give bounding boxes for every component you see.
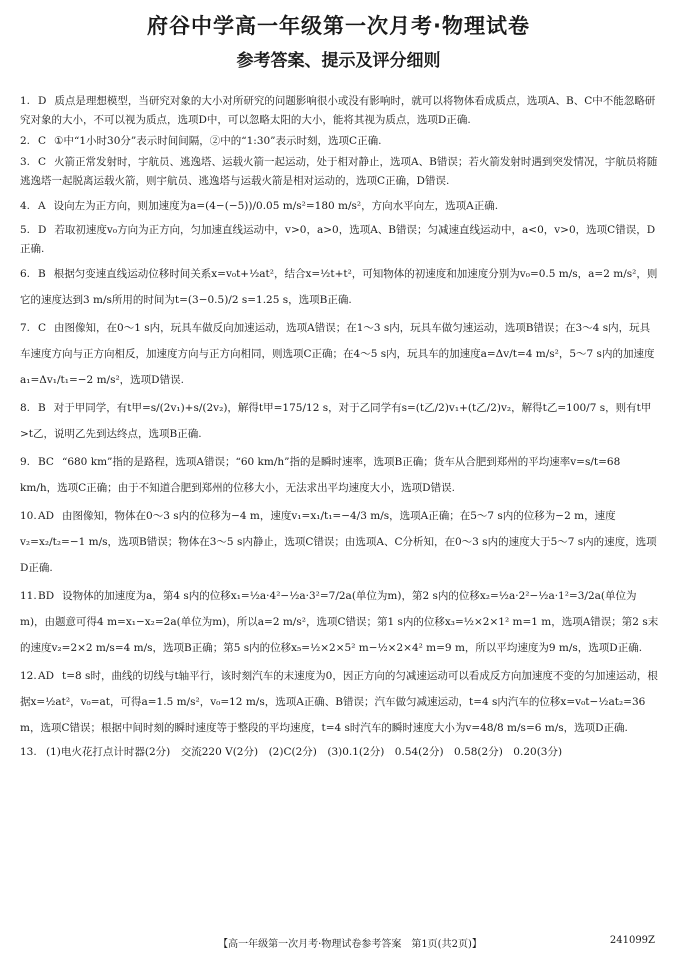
answer-item-7 [20, 315, 660, 393]
item-number: 2. [20, 135, 31, 147]
footer-code: 241099Z [609, 935, 655, 946]
item-answer: AD [38, 670, 55, 682]
item-number: 4. [20, 200, 31, 212]
item-number: 3. [20, 156, 31, 168]
item-answer: AD [38, 510, 55, 522]
item-number: 6. [20, 268, 31, 280]
item-answer: B [38, 402, 46, 414]
item-explanation: (1)电火花打点计时器(2分) 交流220 V(2分) (2)C(2分) (3)0.1(2分) 0.54(2分) 0.58(2分) 0.20(3分) [46, 746, 563, 758]
item-explanation: 根据匀变速直线运动位移时间关系x=v₀t+½at²，结合x=½t+t²，可知物体的初速度和加速度分别为v₀=0.5 m/s，a=2 m/s²，则它的速度达到3 m/s所用的时间为t=(3−0.5)/2 s=1.25 s，选项B正确. [20, 268, 658, 306]
item-number: 11. [20, 590, 37, 602]
item-explanation: 质点是理想模型，当研究对象的大小对所研究的问题影响很小或没有影响时，就可以将物体看成质点，选项A、B、C中不能忽略研究对象的大小，不可以视为质点，选项D中，可以忽略太阳的大小，能将其视为质点，选项D正确. [20, 95, 656, 126]
answer-item-9 [20, 449, 660, 501]
page-title: 府谷中学高一年级第一次月考·物理试卷 [147, 14, 530, 38]
item-explanation: 对于甲同学，有t甲=s/(2v₁)+s/(2v₂)，解得t甲=175/12 s，对于乙同学有s=(t乙/2)v₁+(t乙/2)v₂，解得t乙=100/7 s，则有t甲>t乙，说明乙先到达终点，选项B正确. [20, 402, 652, 440]
page-subtitle: 参考答案、提示及评分细则 [236, 51, 441, 71]
item-answer: BD [38, 590, 55, 602]
item-explanation: 设向左为正方向，则加速度为a=(4−(−5))/0.05 m/s²=180 m/s²，方向水平向左，选项A正确. [53, 200, 499, 212]
answer-item-10 [20, 503, 660, 581]
item-answer: C [38, 322, 47, 334]
answer-item-13 [20, 743, 660, 762]
item-explanation: ①中“1小时30分”表示时间间隔，②中的“1:30”表示时刻，选项C正确. [54, 135, 382, 147]
answer-item-1 [20, 92, 660, 130]
item-answer: D [38, 95, 47, 107]
item-explanation: “680 km”指的是路程，选项A错误；“60 km/h”指的是瞬时速率，选项B正确；货车从合肥到郑州的平均速率v=s/t=68 km/h，选项C正确；由于不知道合肥到郑州的位移大小，无法求出平均速度大小，选项D错误. [20, 456, 621, 494]
footer-page-info: 【高一年级第一次月考·物理试卷参考答案 第1页(共2页)】 [218, 939, 482, 950]
item-number: 12. [20, 670, 37, 682]
item-number: 13. [20, 746, 37, 758]
answer-item-5 [20, 221, 660, 259]
answer-item-3 [20, 153, 660, 191]
answer-item-4 [20, 193, 660, 219]
item-explanation: 由图像知，物体在0～3 s内的位移为−4 m，速度v₁=x₁/t₁=−4/3 m/s，选项A正确；在5～7 s内的位移为−2 m，速度v₂=x₂/t₂=−1 m/s，选项B错误；物体在3～5 s内静止，选项C错误；由选项A、C分析知，在0～3 s内的速度大于5～7 s内的速度，选项D正确. [20, 510, 657, 574]
item-number: 8. [20, 402, 31, 414]
answer-list [20, 92, 660, 764]
item-answer: C [38, 156, 47, 168]
item-explanation: 火箭正常发射时，宇航员、逃逸塔、运载火箭一起运动，处于相对静止，选项A、B错误；若火箭发射时遇到突发情况，宇航员将随逃逸塔一起脱离运载火箭，则宇航员、逃逸塔与运载火箭是相对运动的，选项C正确，D错误. [20, 156, 658, 187]
answer-item-6 [20, 261, 660, 313]
item-explanation: 由图像知，在0～1 s内，玩具车做反向加速运动，选项A错误；在1～3 s内，玩具车做匀速运动，选项B错误；在3～4 s内，玩具车速度方向与正方向相反，加速度方向与正方向相同，则选项C正确；在4～5 s内，玩具车的加速度a=Δv/t=4 m/s²，5～7 s内的加速度a₁=Δv₁/t₁=−2 m/s²，选项D错误. [20, 322, 655, 386]
item-answer: D [38, 224, 47, 236]
answer-item-8 [20, 395, 660, 447]
item-number: 9. [20, 456, 31, 468]
item-number: 10. [20, 510, 37, 522]
item-explanation: 若取初速度v₀方向为正方向，匀加速直线运动中，v>0，a>0，选项A、B错误；匀减速直线运动中，a<0，v>0，选项C错误，D正确. [20, 224, 656, 255]
item-answer: C [38, 135, 47, 147]
answer-item-2 [20, 132, 660, 151]
answer-item-11 [20, 583, 660, 661]
item-answer: BC [38, 456, 54, 468]
item-explanation: 设物体的加速度为a，第4 s内的位移x₁=½a·4²−½a·3²=7/2a(单位为m)，第2 s内的位移x₂=½a·2²−½a·1²=3/2a(单位为m)，由题意可得4 m=x₁−x₂=2a(单位为m)，所以a=2 m/s²，选项C错误；第1 s内的位移x₃=½×2×1² m=1 m，选项A错误；第2 s末的速度v₂=2×2 m/s=4 m/s，选项B正确；第5 s内的位移x₅=½×2×5² m−½×2×4² m=9 m，所以平均速度为9 m/s，选项D正确. [20, 590, 659, 654]
item-number: 5. [20, 224, 31, 236]
item-explanation: t=8 s时，曲线的切线与t轴平行，该时刻汽车的末速度为0，因正方向的匀减速运动可以看成反方向加速度不变的匀加速运动，根据x=½at²，v₀=at，可得a=1.5 m/s²，v₀=12 m/s，选项A正确、B错误；汽车做匀减速运动，t=4 s内汽车的位移x=v₀t−½at₂=36 m，选项C错误；根据中间时刻的瞬时速度等于整段的平均速度，t=4 s时汽车的瞬时速度大小为v=48/8 m/s=6 m/s，选项D正确. [20, 670, 658, 734]
item-answer: A [38, 200, 46, 212]
item-answer: B [38, 268, 46, 280]
answer-item-12 [20, 663, 660, 741]
item-number: 1. [20, 95, 31, 107]
item-number: 7. [20, 322, 31, 334]
